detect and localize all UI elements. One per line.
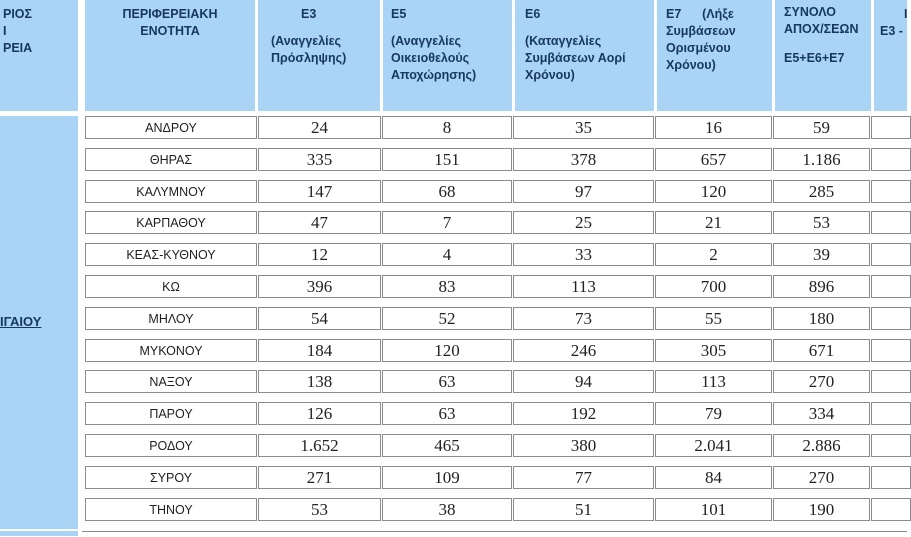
header-regional-unit xyxy=(85,0,255,111)
regional-unit-cell: ΑΝΔΡΟΥ xyxy=(85,116,257,139)
e7-cell: 305 xyxy=(655,339,772,362)
total-cell: 671 xyxy=(773,339,870,362)
extra-cell xyxy=(871,148,911,171)
e7-cell: 101 xyxy=(655,498,772,521)
e7-cell: 79 xyxy=(655,402,772,425)
e3-cell: 12 xyxy=(258,243,381,266)
e3-cell: 126 xyxy=(258,402,381,425)
next-region-cell xyxy=(0,531,78,536)
total-cell: 59 xyxy=(773,116,870,139)
total-cell: 270 xyxy=(773,466,870,489)
regional-unit-cell: ΠΑΡΟΥ xyxy=(85,402,257,425)
header-e5-line: Αποχώρησης) xyxy=(391,68,477,82)
e6-cell: 97 xyxy=(513,180,654,203)
e7-cell: 120 xyxy=(655,180,772,203)
extra-cell xyxy=(871,498,911,521)
extra-cell xyxy=(871,339,911,362)
regional-unit-cell: ΚΑΡΠΑΘΟΥ xyxy=(85,211,257,234)
extra-cell xyxy=(871,180,911,203)
extra-cell xyxy=(871,211,911,234)
e7-cell: 2 xyxy=(655,243,772,266)
regional-unit-cell: ΚΕΑΣ-ΚΥΘΝΟΥ xyxy=(85,243,257,266)
regional-unit-cell: ΚΑΛΥΜΝΟΥ xyxy=(85,180,257,203)
total-cell: 896 xyxy=(773,275,870,298)
e5-cell: 7 xyxy=(382,211,512,234)
e5-cell: 52 xyxy=(382,307,512,330)
e7-cell: 21 xyxy=(655,211,772,234)
table-row xyxy=(82,243,907,266)
extra-cell xyxy=(871,116,911,139)
header-extra-line: Ε3 - xyxy=(880,24,903,38)
e6-cell: 51 xyxy=(513,498,654,521)
e5-cell: 465 xyxy=(382,434,512,457)
e3-cell: 147 xyxy=(258,180,381,203)
extra-cell xyxy=(871,275,911,298)
regional-unit-cell: ΤΗΝΟΥ xyxy=(85,498,257,521)
header-e6-line xyxy=(525,23,654,33)
header-region-line: ΡΕΙΑ xyxy=(3,41,33,55)
e5-cell: 63 xyxy=(382,402,512,425)
regional-unit-cell: ΘΗΡΑΣ xyxy=(85,148,257,171)
header-total xyxy=(775,0,871,111)
header-total-line xyxy=(784,38,871,50)
e6-cell: 77 xyxy=(513,466,654,489)
table-row xyxy=(82,180,907,203)
header-e5-line xyxy=(391,23,512,33)
e5-cell: 8 xyxy=(382,116,512,139)
header-e3-line: Ε3 xyxy=(301,7,317,21)
e7-cell: 113 xyxy=(655,370,772,393)
header-region-line: ΡΙΟΣ xyxy=(3,7,33,21)
e3-cell: 53 xyxy=(258,498,381,521)
regional-unit-cell: ΣΥΡΟΥ xyxy=(85,466,257,489)
regional-unit-cell: ΡΟΔΟΥ xyxy=(85,434,257,457)
extra-cell xyxy=(871,402,911,425)
e5-cell: 68 xyxy=(382,180,512,203)
header-e5-line: (Αναγγελίες xyxy=(391,34,462,48)
total-cell: 53 xyxy=(773,211,870,234)
e3-cell: 335 xyxy=(258,148,381,171)
header-e6-line: Ε6 xyxy=(525,7,541,21)
table-row xyxy=(82,402,907,425)
next-row-partial xyxy=(82,531,907,537)
e5-cell: 38 xyxy=(382,498,512,521)
regional-unit-cell: ΜΥΚΟΝΟΥ xyxy=(85,339,257,362)
header-total-line: ΣΥΝΟΛΟ xyxy=(784,5,836,19)
extra-cell xyxy=(871,466,911,489)
e6-cell: 380 xyxy=(513,434,654,457)
e3-cell: 396 xyxy=(258,275,381,298)
e5-cell: 151 xyxy=(382,148,512,171)
e3-cell: 1.652 xyxy=(258,434,381,457)
e7-cell: 16 xyxy=(655,116,772,139)
e3-cell: 54 xyxy=(258,307,381,330)
e3-cell: 138 xyxy=(258,370,381,393)
header-e6-line: (Καταγγελίες xyxy=(525,34,602,48)
e5-cell: 120 xyxy=(382,339,512,362)
table-row xyxy=(82,307,907,330)
header-e7-line: Ορισμένου xyxy=(666,41,731,55)
total-cell: 1.186 xyxy=(773,148,870,171)
e6-cell: 192 xyxy=(513,402,654,425)
e6-cell: 25 xyxy=(513,211,654,234)
e6-cell: 94 xyxy=(513,370,654,393)
total-cell: 190 xyxy=(773,498,870,521)
table-row xyxy=(82,498,907,521)
e6-cell: 33 xyxy=(513,243,654,266)
table-row xyxy=(82,434,907,457)
header-e3-line: (Αναγγελίες xyxy=(271,34,342,48)
regional-unit-cell: ΜΗΛΟΥ xyxy=(85,307,257,330)
header-unit-line: ΠΕΡΙΦΕΡΕΙΑΚΗ xyxy=(122,7,218,21)
header-region xyxy=(0,0,78,111)
header-e5-line: Ε5 xyxy=(391,7,407,21)
table-row xyxy=(82,370,907,393)
extra-cell xyxy=(871,370,911,393)
table-row xyxy=(82,116,907,139)
e6-cell: 73 xyxy=(513,307,654,330)
e5-cell: 63 xyxy=(382,370,512,393)
e7-cell: 657 xyxy=(655,148,772,171)
header-e7-line: Συμβάσεων xyxy=(666,24,736,38)
e6-cell: 113 xyxy=(513,275,654,298)
header-extra-line: Ι xyxy=(904,7,908,21)
header-total-line: Ε5+Ε6+Ε7 xyxy=(784,51,845,65)
table-row xyxy=(82,466,907,489)
e3-cell: 47 xyxy=(258,211,381,234)
e5-cell: 4 xyxy=(382,243,512,266)
e7-cell: 700 xyxy=(655,275,772,298)
header-extra xyxy=(874,0,907,111)
header-e7-line: Χρόνου) xyxy=(666,58,716,72)
total-cell: 180 xyxy=(773,307,870,330)
header-e6 xyxy=(515,0,654,111)
e3-cell: 24 xyxy=(258,116,381,139)
e3-cell: 184 xyxy=(258,339,381,362)
header-total-line: ΑΠΟΧ/ΣΕΩΝ xyxy=(784,22,859,36)
e5-cell: 83 xyxy=(382,275,512,298)
total-cell: 285 xyxy=(773,180,870,203)
e6-cell: 35 xyxy=(513,116,654,139)
extra-cell xyxy=(871,243,911,266)
header-e5 xyxy=(383,0,512,111)
extra-cell xyxy=(871,434,911,457)
header-e3-line xyxy=(271,23,380,33)
header-e7 xyxy=(657,0,772,111)
header-unit-line: ΕΝΟΤΗΤΑ xyxy=(140,24,200,38)
table-row xyxy=(82,339,907,362)
total-cell: 2.886 xyxy=(773,434,870,457)
header-e6-line: Χρόνου) xyxy=(525,68,575,82)
total-cell: 39 xyxy=(773,243,870,266)
regional-unit-cell: ΝΑΞΟΥ xyxy=(85,370,257,393)
header-e6-line: Συμβάσεων Αορί xyxy=(525,51,626,65)
e3-cell: 271 xyxy=(258,466,381,489)
e6-cell: 378 xyxy=(513,148,654,171)
region-name: ΙΓΑΙΟΥ xyxy=(0,314,42,329)
total-cell: 270 xyxy=(773,370,870,393)
e5-cell: 109 xyxy=(382,466,512,489)
e7-cell: 2.041 xyxy=(655,434,772,457)
total-cell: 334 xyxy=(773,402,870,425)
header-region-line: Ι xyxy=(3,24,7,38)
header-e3-line: Πρόσληψης) xyxy=(271,51,347,65)
header-e5-line: Οικειοθελούς xyxy=(391,51,470,65)
header-e3 xyxy=(258,0,380,111)
header-e7-line: Ε7 (Λήξε xyxy=(666,7,734,21)
extra-cell xyxy=(871,307,911,330)
e7-cell: 55 xyxy=(655,307,772,330)
table-row xyxy=(82,275,907,298)
table-row xyxy=(82,148,907,171)
e7-cell: 84 xyxy=(655,466,772,489)
table-row xyxy=(82,211,907,234)
regional-unit-cell: ΚΩ xyxy=(85,275,257,298)
e6-cell: 246 xyxy=(513,339,654,362)
